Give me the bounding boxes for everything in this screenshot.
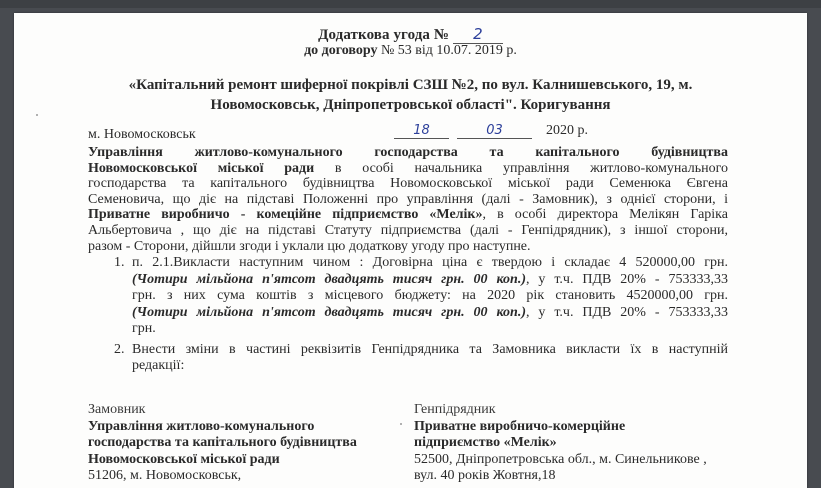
customer-address-line: 51206, м. Новомосковськ, [88,468,242,483]
contract-reference-label: до договору [304,43,378,58]
preamble-bold-text: Управління житлово-комунального господарства та капітального будівництва [88,145,728,160]
item-text: грн. [132,321,156,336]
customer-name-line: Новомосковської міської ради [88,451,280,467]
contractor-address-line: 52500, Дніпропетровська обл., м. Синельникове , [414,451,707,467]
amendment-list [88,255,728,375]
scan-speck [36,114,38,116]
preamble-bold-text: Приватне виробничо - комеційне підприємство «Мелік» [88,207,483,223]
item-italic-text: (Чотири мільйона п'ятсот двадцять тисяч грн. 00 коп.) [132,304,526,320]
agreement-number-handwritten: 2 [453,25,503,44]
item-text: п. 2.1.Викласти наступним чином : Договірна ціна є твердою і складає 4 520000,00 грн. [132,255,728,270]
preamble-line [88,161,728,177]
contractor-name-line: Приватне виробничо-комерційне [414,418,626,434]
preamble-line [88,192,728,208]
date-month-handwritten: 03 [457,123,532,139]
contractor-details [414,402,707,485]
preamble-paragraph [88,145,728,254]
item-number: 1. [114,255,125,270]
item-italic-text: (Чотири мільйона п'ятсот двадцять тисяч грн. 00 коп.) [132,271,526,287]
date-day-handwritten: 18 [394,123,449,139]
preamble-line [88,176,728,192]
contract-reference-value: № 53 від 10.07. 2019 р. [377,43,517,58]
item-text: , у т.ч. ПДВ 20% - 753333,33 [525,304,728,320]
preamble-text: господарства та капітального будівництва Новомосковської міської ради Семенюка Євгена [88,176,728,192]
item-line [132,321,728,338]
scan-speck [400,423,402,425]
customer-name-line: господарства та капітального будівництва [88,435,357,450]
item-text: грн. з них сума коштів з місцевого бюджету: на 2020 рік становить 4520000,00 грн. [132,288,728,303]
contractor-address-line: вул. 40 років Жовтня,18 [414,468,556,483]
contractor-name-line: підприємство «Мелік» [414,435,557,450]
agreement-title [14,25,807,44]
customer-label: Замовник [88,402,146,417]
preamble-line [88,207,728,223]
item-line [132,272,728,289]
item-number: 2. [114,341,125,357]
customer-details [88,402,357,485]
contract-subject [14,75,807,115]
document-page [14,13,807,488]
item-text: , у т.ч. ПДВ 20% - 753333,33 [525,271,728,287]
place-city: м. Новомосковськ [88,127,196,142]
preamble-bold-text: Новомосковської міської ради [88,160,315,176]
preamble-line [88,223,728,239]
item-line [132,342,728,359]
viewer-top-edge [0,0,821,8]
agreement-title-prefix: Додаткова угода № [318,27,450,43]
contract-reference [14,43,807,59]
amendment-item-2 [88,342,728,375]
preamble-text: в особі начальника управління житлово-комунального [314,160,728,176]
item-line [132,288,728,305]
preamble-text: , в особі директора Мелікян Гаріка [482,207,728,223]
subject-line-2: Новомосковськ, Дніпропетровської області". Коригування [210,97,611,113]
item-line [132,358,728,375]
item-text: Внести зміни в частині реквізитів Генпідрядника та Замовника викласти їх в наступній [132,341,728,357]
date-year: 2020 р. [546,123,588,138]
item-text: редакції: [132,358,185,373]
subject-line-1: «Капітальний ремонт шиферної покрівлі СЗШ №2, по вул. Калнишевського, 19, м. [128,77,693,93]
item-line [132,255,728,272]
amendment-item-1 [88,255,728,338]
preamble-line [88,239,728,255]
preamble-line [88,145,728,161]
preamble-text: Альбертовича , що діє на підставі Статуту підприємства (далі - Генпідрядник), з іншої сторони, [88,222,728,238]
item-line [132,305,728,322]
contractor-label: Генпідрядник [414,402,496,417]
customer-name-line: Управління житлово-комунального [88,418,315,434]
preamble-text: разом - Сторони, дійшли згоди і уклали цю додаткову угоду про наступне. [88,238,531,254]
agreement-date [394,123,588,139]
preamble-text: Семеновича, що діє на підставі Положенні про управління (далі - Замовник), з однієї сторони, і [88,191,728,207]
